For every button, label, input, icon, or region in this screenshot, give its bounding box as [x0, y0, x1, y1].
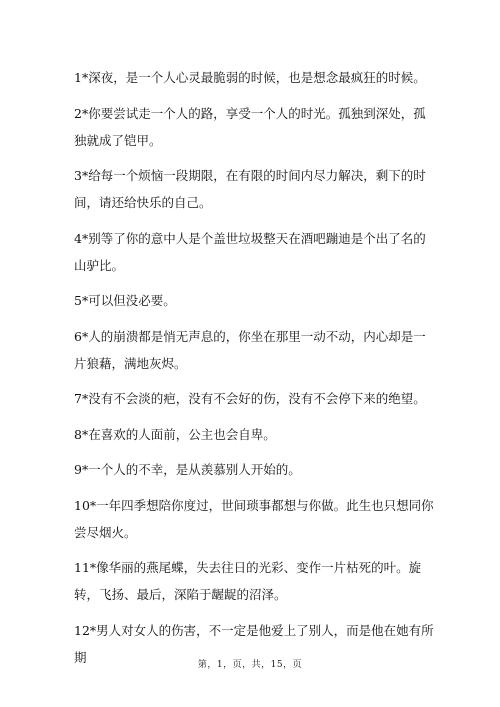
list-item: 11*像华丽的燕尾蝶，失去往日的光彩、变作一片枯死的叶。旋转，飞扬、最后，深陷于龌龊的沼泽。 [74, 560, 422, 602]
list-item: 7*没有不会淡的疤，没有不会好的伤，没有不会停下来的绝望。 [74, 391, 426, 406]
list-item: 5*可以但没必要。 [74, 293, 176, 308]
list-item: 8*在喜欢的人面前，公主也会自卑。 [74, 426, 276, 442]
list-item: 9*一个人的不幸，是从羡慕别人开始的。 [74, 462, 301, 477]
list-item: 6*人的崩溃都是悄无声息的，你坐在那里一动不动，内心却是一片狼藉，满地灰烬。 [74, 328, 426, 371]
list-item: 3*给每一个烦恼一段期限，在有限的时间内尽力解决，剩下的时间，请还给快乐的自己。 [74, 168, 426, 210]
list-item: 2*你要尝试走一个人的路，享受一个人的时光。孤独到深处，孤独就成了铠甲。 [74, 105, 426, 148]
list-item: 1*深夜，是一个人心灵最脆弱的时候，也是想念最疯狂的时候。 [74, 70, 426, 85]
list-item: 10*一年四季想陪你度过，世间琐事都想与你做。此生也只想同你尝尽烟火。 [74, 497, 434, 540]
list-item: 4*别等了你的意中人是个盖世垃圾整天在酒吧蹦迪是个出了名的山驴比。 [74, 230, 426, 273]
list-item: 12*男人对女人的伤害，不一定是他爱上了别人，而是他在她有所期 [74, 622, 434, 665]
document-body [74, 64, 436, 679]
page-number-footer: 第，1，页，共，15，页 [197, 660, 303, 670]
